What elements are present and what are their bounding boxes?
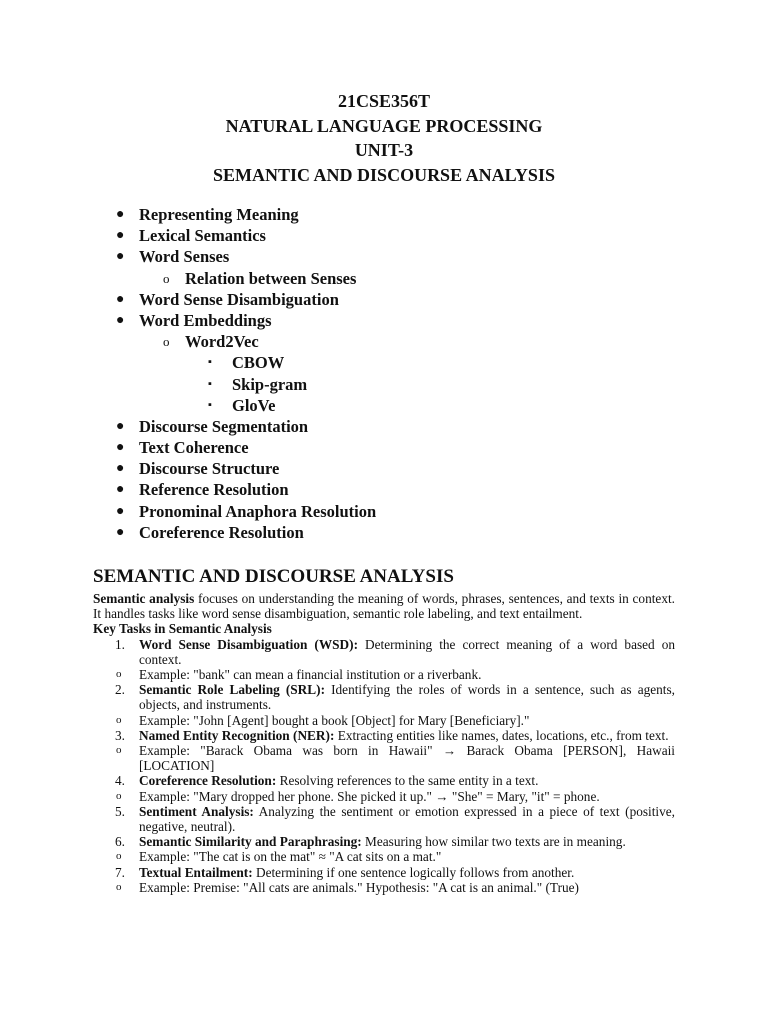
bullet-icon: o <box>116 850 122 863</box>
bullet-icon: ● <box>116 418 125 434</box>
outline-item <box>0 416 768 437</box>
outline-item-text: Relation between Senses <box>185 268 357 288</box>
task-example <box>47 743 675 773</box>
course-name: NATURAL LANGUAGE PROCESSING <box>225 115 543 136</box>
bullet-icon: ● <box>116 228 125 244</box>
task-description: Determining if one sentence logically follows from another. <box>252 864 575 880</box>
outline-item-text: GloVe <box>232 395 276 415</box>
task-description: Identifying the roles of words in a sentence, such as agents, objects, and instruments. <box>139 682 675 713</box>
task-number: 1. <box>115 636 125 652</box>
outline-item <box>0 395 768 416</box>
task-example-text: Example: "The cat is on the mat" ≈ "A cat sits on a mat." <box>139 849 442 865</box>
task-example <box>47 880 675 895</box>
task-description: Determining the correct meaning of a word based on context. <box>139 636 675 667</box>
intro-term: Semantic analysis <box>93 591 195 606</box>
task-term: Coreference Resolution: <box>139 773 277 789</box>
task-example <box>47 667 675 682</box>
bullet-icon: ● <box>116 482 125 498</box>
outline-item-text: Word Sense Disambiguation <box>139 289 339 309</box>
task-example-text: Example: "Barack Obama was born in Hawaii" → Barack Obama [PERSON], Hawaii [LOCATION] <box>139 743 675 774</box>
outline-item-text: Coreference Resolution <box>139 522 304 542</box>
section-title: SEMANTIC AND DISCOURSE ANALYSIS <box>93 566 454 587</box>
key-tasks-heading: Key Tasks in Semantic Analysis <box>93 621 272 637</box>
bullet-icon: ● <box>116 524 125 540</box>
bullet-icon: ● <box>116 291 125 307</box>
task-number: 4. <box>115 773 125 789</box>
unit-title: SEMANTIC AND DISCOURSE ANALYSIS <box>213 164 555 185</box>
outline-item-text: Text Coherence <box>139 438 249 458</box>
outline-item <box>0 310 768 331</box>
task-term: Named Entity Recognition (NER): <box>139 727 335 743</box>
task-description: Extracting entities like names, dates, locations, etc., from text. <box>334 727 669 743</box>
task-term: Textual Entailment: <box>139 864 253 880</box>
outline-item <box>0 331 768 352</box>
task-example <box>47 849 675 864</box>
key-task-item <box>93 865 675 880</box>
bullet-icon: o <box>116 713 122 726</box>
task-term: Sentiment Analysis: <box>139 803 254 819</box>
outline-item <box>0 225 768 246</box>
task-example-text: Example: "Mary dropped her phone. She picked it up." → "She" = Mary, "it" = phone. <box>139 788 600 804</box>
outline-item-text: Reference Resolution <box>139 480 289 500</box>
task-example <box>47 789 675 804</box>
outline-item <box>0 522 768 543</box>
task-number: 2. <box>115 682 125 698</box>
bullet-icon: ● <box>116 249 125 265</box>
bullet-icon: ● <box>116 440 125 456</box>
key-task-item <box>93 728 675 743</box>
semantic-discourse-section <box>93 565 675 895</box>
task-number: 6. <box>115 834 125 850</box>
bullet-icon: o <box>116 880 122 893</box>
outline-item-text: Lexical Semantics <box>139 226 266 246</box>
task-number: 5. <box>115 803 125 819</box>
task-description: Measuring how similar two texts are in meaning. <box>361 834 626 850</box>
intro-text: focuses on understanding the meaning of words, phrases, sentences, and texts in context. It handles tasks like word sense disambiguation, semantic role labeling, and text entailment. <box>93 591 675 622</box>
bullet-icon: o <box>116 668 122 681</box>
intro-paragraph <box>93 591 675 621</box>
bullet-icon: ▪ <box>208 398 212 411</box>
bullet-icon: ▪ <box>208 377 212 390</box>
outline-item <box>0 246 768 267</box>
outline-item <box>0 479 768 500</box>
outline-item <box>0 374 768 395</box>
bullet-icon: ▪ <box>208 356 212 369</box>
outline-item <box>0 352 768 373</box>
task-number: 7. <box>115 864 125 880</box>
key-task-item <box>93 637 675 667</box>
outline-item <box>0 204 768 225</box>
key-task-item <box>93 834 675 849</box>
key-tasks-list <box>93 637 675 895</box>
task-description: Resolving references to the same entity in a text. <box>276 773 539 789</box>
key-task-item <box>93 682 675 712</box>
outline-item-text: CBOW <box>232 353 285 373</box>
task-example-text: Example: "John [Agent] bought a book [Object] for Mary [Beneficiary]." <box>139 712 530 728</box>
outline-item-text: Discourse Structure <box>139 459 280 479</box>
course-code: 21CSE356T <box>337 91 431 111</box>
outline-item <box>0 268 768 289</box>
outline-item-text: Pronominal Anaphora Resolution <box>139 501 377 521</box>
task-description: Analyzing the sentiment or emotion expressed in a piece of text (positive, negative, neutral). <box>139 803 675 835</box>
outline-item-text: Discourse Segmentation <box>139 416 309 436</box>
task-term: Semantic Role Labeling (SRL): <box>139 682 325 698</box>
bullet-icon: o <box>116 789 122 802</box>
bullet-icon: o <box>163 334 170 350</box>
outline-item-text: Skip-gram <box>232 374 308 394</box>
outline-item-text: Word Embeddings <box>139 310 272 330</box>
outline-item-text: Word Senses <box>139 247 230 267</box>
bullet-icon: o <box>163 270 170 286</box>
topic-outline <box>0 204 768 543</box>
key-task-item <box>93 804 675 834</box>
task-example-text: Example: Premise: "All cats are animals." Hypothesis: "A cat is an animal." (True) <box>139 879 579 895</box>
bullet-icon: ● <box>116 461 125 477</box>
bullet-icon: o <box>116 744 122 757</box>
task-term: Word Sense Disambiguation (WSD): <box>139 636 358 652</box>
document-header <box>0 89 768 187</box>
task-number: 3. <box>115 727 125 743</box>
task-example <box>47 713 675 728</box>
outline-item <box>0 501 768 522</box>
outline-item-text: Word2Vec <box>185 332 259 352</box>
key-task-item <box>93 773 675 788</box>
outline-item <box>0 437 768 458</box>
bullet-icon: ● <box>116 503 125 519</box>
bullet-icon: ● <box>116 207 125 222</box>
bullet-icon: ● <box>116 312 125 328</box>
outline-item <box>0 289 768 310</box>
outline-item-text: Representing Meaning <box>139 205 299 224</box>
task-example-text: Example: "bank" can mean a financial institution or a riverbank. <box>139 667 482 683</box>
outline-item <box>0 458 768 479</box>
task-term: Semantic Similarity and Paraphrasing: <box>139 834 362 850</box>
unit-number: UNIT-3 <box>354 140 414 160</box>
